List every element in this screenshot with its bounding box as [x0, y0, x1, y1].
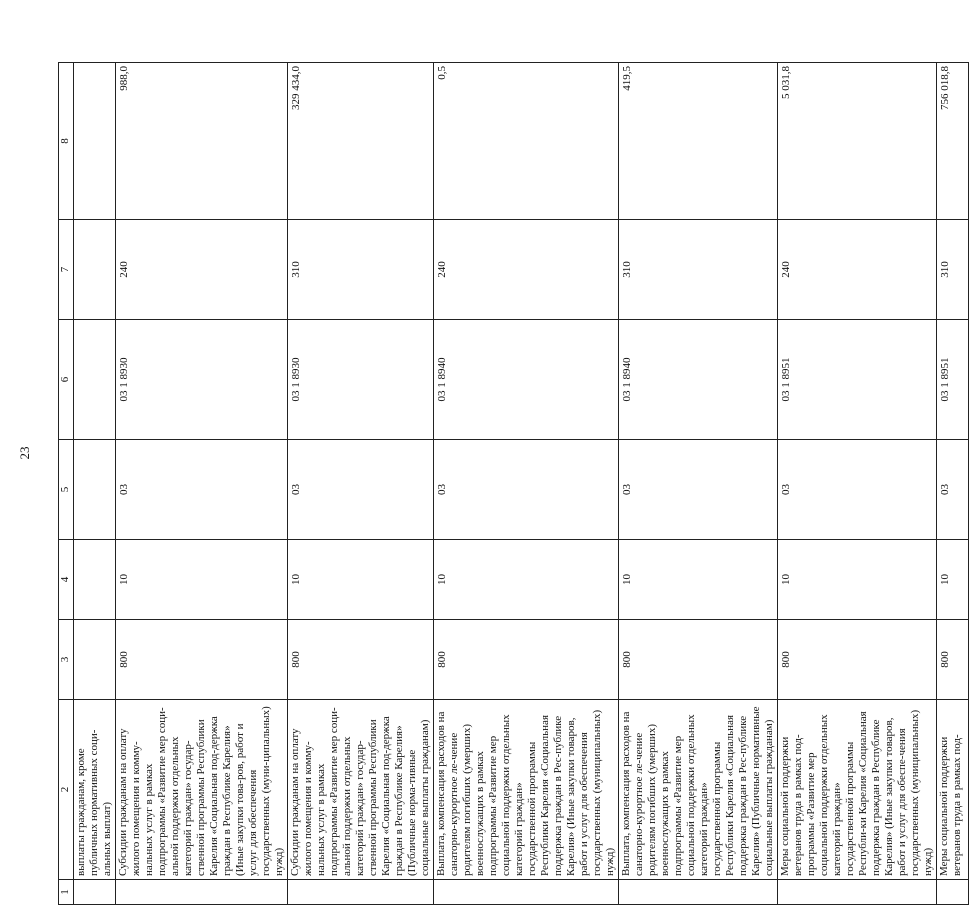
amount-cell: 756 018,8	[937, 63, 969, 220]
row-number-cell	[778, 880, 937, 905]
page-number: 23	[17, 446, 32, 460]
subsection-code-cell: 03	[937, 440, 969, 540]
column-header: 8	[59, 63, 74, 220]
table-row	[116, 63, 288, 905]
expense-type-cell	[74, 220, 116, 320]
column-header: 6	[59, 320, 74, 440]
target-code-cell: 03 1 8940	[434, 320, 619, 440]
subsection-code-cell: 03	[619, 440, 778, 540]
row-number-cell	[74, 880, 116, 905]
section-code-cell: 10	[434, 540, 619, 620]
amount-cell: 0,5	[434, 63, 619, 220]
column-header: 3	[59, 620, 74, 700]
amount-cell: 419,5	[619, 63, 778, 220]
ministry-code-cell	[74, 620, 116, 700]
table-row	[937, 63, 969, 905]
amount-cell	[74, 63, 116, 220]
expense-type-cell: 310	[619, 220, 778, 320]
ministry-code-cell: 800	[937, 620, 969, 700]
expense-name-cell: Выплата, компенсация расходов на санаторно-курортное ле-чение родителям погибших (умерших) военнослужащих в рамках подпрограммы «Развитие мер социальной поддержки отдельных категорий граждан» государственной программы Республики Карелия «Социальная поддержка граждан в Рес-публике Карелия» (Публичные нормативные социальные выплаты гражданам)	[619, 700, 778, 880]
row-number-cell	[116, 880, 288, 905]
amount-cell: 988,0	[116, 63, 288, 220]
ministry-code-cell: 800	[778, 620, 937, 700]
ministry-code-cell: 800	[619, 620, 778, 700]
budget-table-sheet	[58, 63, 963, 905]
subsection-code-cell: 03	[434, 440, 619, 540]
target-code-cell: 03 1 8940	[619, 320, 778, 440]
amount-cell: 5 031,8	[778, 63, 937, 220]
section-code-cell: 10	[937, 540, 969, 620]
target-code-cell	[74, 320, 116, 440]
section-code-cell: 10	[619, 540, 778, 620]
expense-name-cell: Меры социальной поддержки ветеранов труда в рамках под-	[937, 700, 969, 880]
section-code-cell: 10	[778, 540, 937, 620]
expense-name-cell: Меры социальной поддержки ветеранов труда в рамках под-программы «Развитие мер социальной поддержки отдельных категорий граждан» государственной программы Республи-ки Карелия «Социальная поддержка граждан в Республике Карелия» (Иные закупки товаров, работ и услуг для обеспе-чения государственных (муниципальных) нужд)	[778, 700, 937, 880]
subsection-code-cell: 03	[778, 440, 937, 540]
table-row	[288, 63, 434, 905]
subsection-code-cell: 03	[288, 440, 434, 540]
column-header: 2	[59, 700, 74, 880]
row-number-cell	[434, 880, 619, 905]
ministry-code-cell: 800	[434, 620, 619, 700]
expense-name-cell: Выплата, компенсация расходов на санаторно-курортное ле-чение родителям погибших (умерших) военнослужащих в рамках подпрограммы «Развитие мер социальной поддержки отдельных категорий граждан» государственной программы Республики Карелия «Социальная поддержка граждан в Рес-публике Карелия» (Иные закупки товаров, работ и услуг для обеспечения государственных (муниципальных) нужд)	[434, 700, 619, 880]
ministry-code-cell: 800	[116, 620, 288, 700]
expense-type-cell: 240	[116, 220, 288, 320]
table-row	[619, 63, 778, 905]
amount-cell: 329 434,0	[288, 63, 434, 220]
section-code-cell: 10	[288, 540, 434, 620]
expense-type-cell: 240	[434, 220, 619, 320]
target-code-cell: 03 1 8951	[778, 320, 937, 440]
expense-name-cell: Субсидии гражданам на оплату жилого помещения и комму-нальных услуг в рамках подпрограммы «Развитие мер соци-альной поддержки отдельных категорий граждан» государ-ственной программы Республики Карелия «Социальная под-держка граждан в Республике Карелия» (Иные закупки това-ров, работ и услуг для обеспечения государственных (муни-ципальных) нужд)	[116, 700, 288, 880]
expense-type-cell: 310	[288, 220, 434, 320]
ministry-code-cell: 800	[288, 620, 434, 700]
column-header: 5	[59, 440, 74, 540]
target-code-cell: 03 1 8930	[288, 320, 434, 440]
table-row	[74, 63, 116, 905]
column-header: 7	[59, 220, 74, 320]
table-row	[778, 63, 937, 905]
row-number-cell	[288, 880, 434, 905]
row-number-cell	[937, 880, 969, 905]
expense-name-cell: Субсидии гражданам на оплату жилого помещения и комму-нальных услуг в рамках подпрограммы «Развитие мер соци-альной поддержки отдельных категорий граждан» государ-ственной программы Республики Карелия «Социальная под-держка граждан в Республике Карелия» (Публичные норма-тивные социальные выплаты гражданам)	[288, 700, 434, 880]
expense-type-cell: 310	[937, 220, 969, 320]
table-row	[434, 63, 619, 905]
subsection-code-cell: 03	[116, 440, 288, 540]
column-header: 4	[59, 540, 74, 620]
target-code-cell: 03 1 8951	[937, 320, 969, 440]
budget-table	[58, 62, 969, 905]
header-row	[59, 63, 74, 905]
row-number-cell	[619, 880, 778, 905]
section-code-cell	[74, 540, 116, 620]
subsection-code-cell	[74, 440, 116, 540]
expense-name-cell: выплаты гражданам, кроме публичных нормативных соци-альных выплат)	[74, 700, 116, 880]
section-code-cell: 10	[116, 540, 288, 620]
target-code-cell: 03 1 8930	[116, 320, 288, 440]
column-header: 1	[59, 880, 74, 905]
expense-type-cell: 240	[778, 220, 937, 320]
